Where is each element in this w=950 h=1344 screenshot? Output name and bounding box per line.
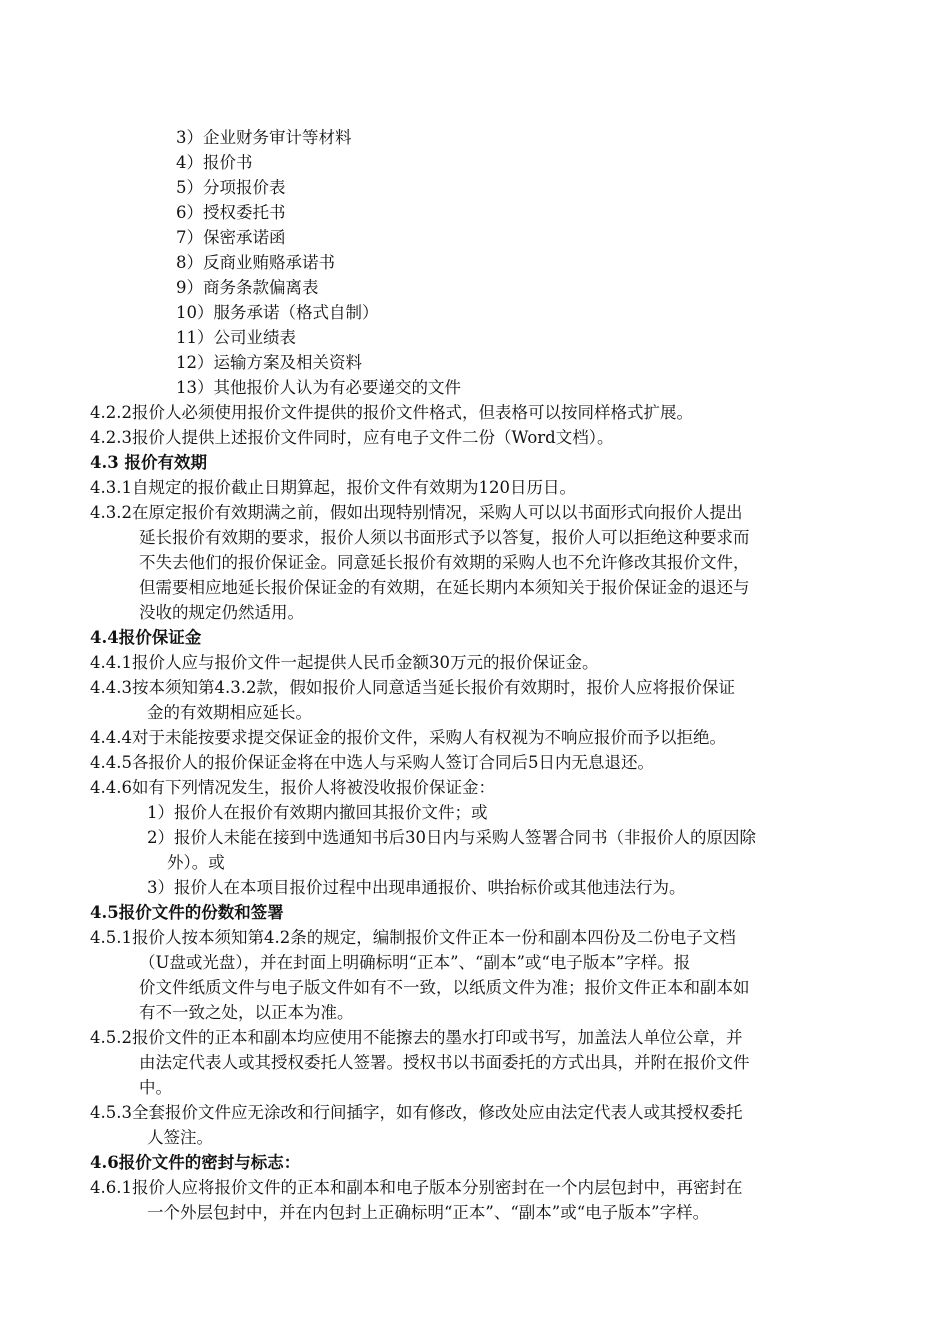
paragraph-4-3-2-line: 没收的规定仍然适用。 <box>139 603 304 622</box>
list-item: 9）商务条款偏离表 <box>176 278 319 297</box>
paragraph-4-4-5: 4.4.5各报价人的报价保证金将在中选人与采购人签订合同后5日内无息退还。 <box>90 753 654 772</box>
paragraph-4-3-2-line: 但需要相应地延长报价保证金的有效期，在延长期内本须知关于报价保证金的退还与 <box>139 578 750 597</box>
list-item: 7）保密承诺函 <box>176 228 286 247</box>
heading-4-6: 4.6报价文件的密封与标志： <box>90 1153 301 1172</box>
paragraph-4-6-1-line: 4.6.1报价人应将报价文件的正本和副本和电子版本分别密封在一个内层包封中，再密封在 <box>90 1178 743 1197</box>
list-item: 10）服务承诺（格式自制） <box>176 303 379 322</box>
forfeit-item: 外）。或 <box>167 853 225 872</box>
heading-4-3: 4.3 报价有效期 <box>90 453 207 472</box>
paragraph-4-3-2-line: 不失去他们的报价保证金。同意延长报价有效期的采购人也不允许修改其报价文件， <box>139 553 750 572</box>
forfeit-item: 3）报价人在本项目报价过程中出现串通报价、哄抬标价或其他违法行为。 <box>147 878 686 897</box>
forfeit-item: 2）报价人未能在接到中选通知书后30日内与采购人签署合同书（非报价人的原因除 <box>147 828 756 847</box>
list-item: 11）公司业绩表 <box>176 328 296 347</box>
paragraph-4-5-2-line: 由法定代表人或其授权委托人签署。授权书以书面委托的方式出具，并附在报价文件 <box>139 1053 750 1072</box>
list-item: 6）授权委托书 <box>176 203 286 222</box>
list-item: 5）分项报价表 <box>176 178 286 197</box>
list-item: 3）企业财务审计等材料 <box>176 128 352 147</box>
paragraph-4-6-1-line: 一个外层包封中，并在内包封上正确标明“正本”、“副本”或“电子版本”字样。 <box>147 1203 710 1222</box>
forfeit-item: 1）报价人在报价有效期内撤回其报价文件；或 <box>147 803 488 822</box>
paragraph-4-5-1-line: （U盘或光盘），并在封面上明确标明“正本”、“副本”或“电子版本”字样。报 <box>139 953 691 972</box>
paragraph-4-4-3-line: 金的有效期相应延长。 <box>147 703 312 722</box>
paragraph-4-4-4: 4.4.4对于未能按要求提交保证金的报价文件，采购人有权视为不响应报价而予以拒绝。 <box>90 728 726 747</box>
heading-4-4: 4.4报价保证金 <box>90 628 202 647</box>
paragraph-4-5-3-line: 人签注。 <box>147 1128 213 1147</box>
paragraph-4-5-2-line: 4.5.2报价文件的正本和副本均应使用不能擦去的墨水打印或书写，加盖法人单位公章，并 <box>90 1028 743 1047</box>
list-item: 12）运输方案及相关资料 <box>176 353 362 372</box>
paragraph-4-5-1-line: 4.5.1报价人按本须知第4.2条的规定，编制报价文件正本一份和副本四份及二份电子文档 <box>90 928 736 947</box>
paragraph-4-2-2: 4.2.2报价人必须使用报价文件提供的报价文件格式，但表格可以按同样格式扩展。 <box>90 403 693 422</box>
paragraph-4-5-2-line: 中。 <box>139 1078 172 1097</box>
list-item: 13）其他报价人认为有必要递交的文件 <box>176 378 461 397</box>
list-item: 4）报价书 <box>176 153 253 172</box>
paragraph-4-3-2-line: 4.3.2在原定报价有效期满之前，假如出现特别情况，采购人可以以书面形式向报价人提出 <box>90 503 743 522</box>
list-item: 8）反商业贿赂承诺书 <box>176 253 335 272</box>
heading-4-5: 4.5报价文件的份数和签署 <box>90 903 284 922</box>
paragraph-4-4-3-line: 4.4.3按本须知第4.3.2款，假如报价人同意适当延长报价有效期时，报价人应将报价保证 <box>90 678 735 697</box>
paragraph-4-5-1-line: 价文件纸质文件与电子版文件如有不一致，以纸质文件为准；报价文件正本和副本如 <box>139 978 750 997</box>
paragraph-4-2-3: 4.2.3报价人提供上述报价文件同时，应有电子文件二份（Word文档）。 <box>90 428 614 447</box>
paragraph-4-3-2-line: 延长报价有效期的要求，报价人须以书面形式予以答复，报价人可以拒绝这种要求而 <box>139 528 750 547</box>
paragraph-4-5-1-line: 有不一致之处，以正本为准。 <box>139 1003 354 1022</box>
paragraph-4-4-1: 4.4.1报价人应与报价文件一起提供人民币金额30万元的报价保证金。 <box>90 653 599 672</box>
paragraph-4-3-1: 4.3.1自规定的报价截止日期算起，报价文件有效期为120日历日。 <box>90 478 576 497</box>
paragraph-4-5-3-line: 4.5.3全套报价文件应无涂改和行间插字，如有修改，修改处应由法定代表人或其授权委托 <box>90 1103 743 1122</box>
paragraph-4-4-6: 4.4.6如有下列情况发生，报价人将被没收报价保证金： <box>90 778 495 797</box>
